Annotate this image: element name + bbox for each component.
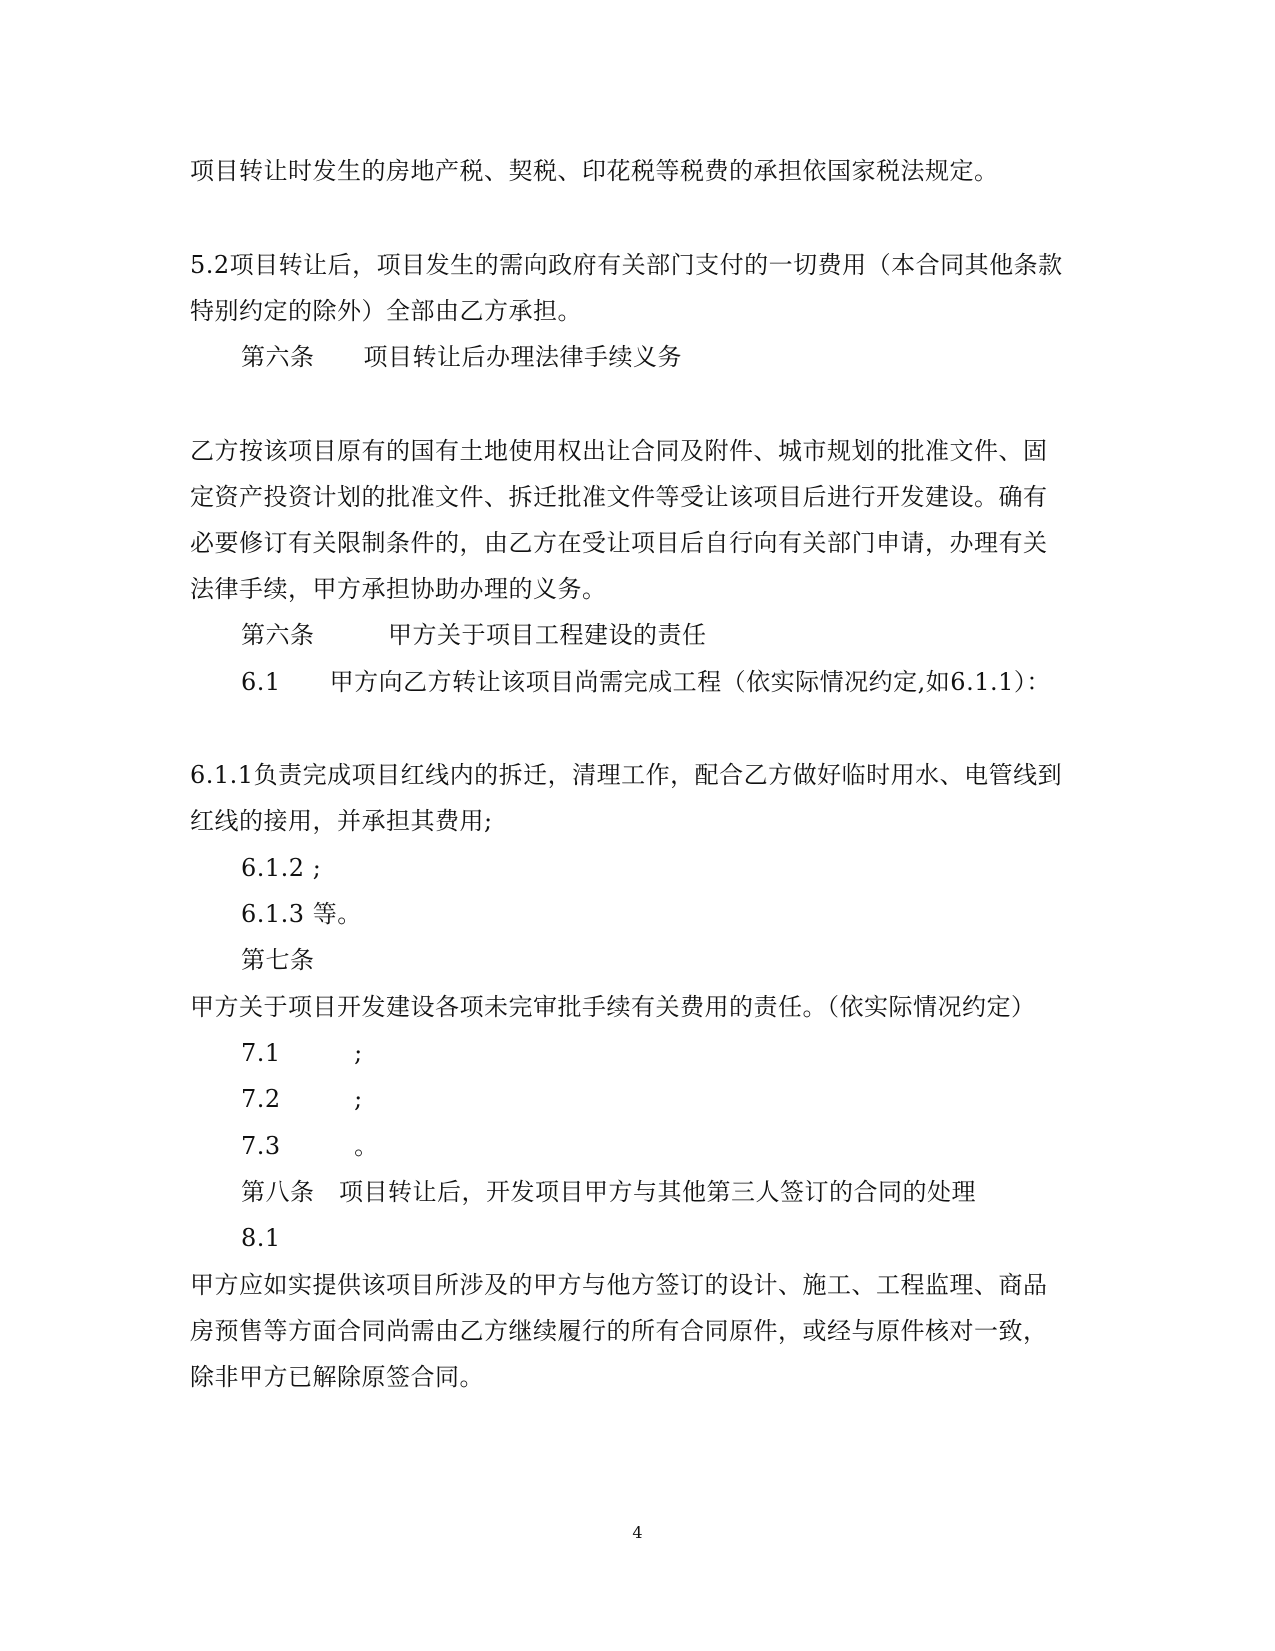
text-line-clause-6-1-1-cont: 红线的接用，并承担其费用; <box>190 807 493 835</box>
text-line-party-b-4: 法律手续，甲方承担协助办理的义务。 <box>190 575 607 603</box>
text-line-clause-6-1-2: 6.1.2 ; <box>241 854 322 882</box>
text-line-clause-5-2: 5.2项目转让后，项目发生的需向政府有关部门支付的一切费用（本合同其他条款 <box>190 251 1063 279</box>
text-line-clause-7-2: 7.2 ; <box>241 1085 363 1113</box>
heading-article-6-construction: 第六条 甲方关于项目工程建设的责任 <box>241 621 707 649</box>
text-line-party-b-2: 定资产投资计划的批准文件、拆迁批准文件等受让该项目后进行开发建设。确有 <box>190 483 1048 511</box>
text-line-clause-8-1-3: 除非甲方已解除原签合同。 <box>190 1363 484 1391</box>
text-line-clause-8-1-label: 8.1 <box>241 1224 281 1252</box>
heading-article-7: 第七条 <box>241 946 315 974</box>
text-line-clause-8-1-2: 房预售等方面合同尚需由乙方继续履行的所有合同原件，或经与原件核对一致， <box>190 1317 1048 1345</box>
heading-article-8: 第八条 项目转让后，开发项目甲方与其他第三人签订的合同的处理 <box>241 1178 976 1206</box>
text-line-tax: 项目转让时发生的房地产税、契税、印花税等税费的承担依国家税法规定。 <box>190 157 999 185</box>
text-line-clause-7-3: 7.3 。 <box>241 1132 379 1160</box>
text-line-clause-6-1: 6.1 甲方向乙方转让该项目尚需完成工程（依实际情况约定,如6.1.1）： <box>241 668 1051 696</box>
text-line-clause-8-1-1: 甲方应如实提供该项目所涉及的甲方与他方签订的设计、施工、工程监理、商品 <box>190 1271 1048 1299</box>
text-line-clause-7-1: 7.1 ; <box>241 1039 363 1067</box>
text-line-article-7-title: 甲方关于项目开发建设各项未完审批手续有关费用的责任。（依实际情况约定） <box>190 993 1036 1021</box>
heading-article-6-legal: 第六条 项目转让后办理法律手续义务 <box>241 343 682 371</box>
text-line-party-b-3: 必要修订有关限制条件的，由乙方在受让项目后自行向有关部门申请，办理有关 <box>190 529 1048 557</box>
page-number: 4 <box>632 1523 643 1542</box>
text-line-clause-6-1-3: 6.1.3 等。 <box>241 900 362 928</box>
text-line-clause-6-1-1: 6.1.1负责完成项目红线内的拆迁，清理工作，配合乙方做好临时用水、电管线到 <box>190 761 1063 789</box>
text-line-party-b-1: 乙方按该项目原有的国有土地使用权出让合同及附件、城市规划的批准文件、固 <box>190 437 1048 465</box>
text-line-clause-5-2-cont: 特别约定的除外）全部由乙方承担。 <box>190 297 582 325</box>
